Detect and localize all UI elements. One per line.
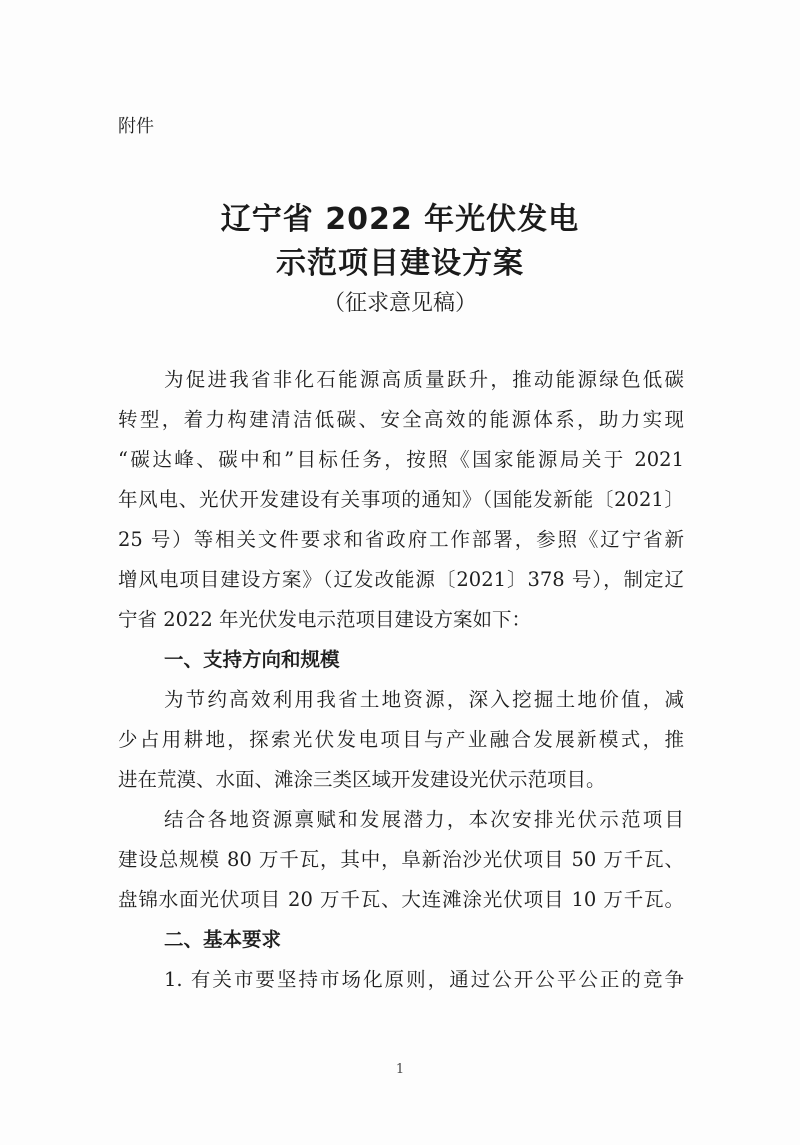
paragraph-line: 为节约高效利用我省土地资源，深入挖掘土地价值，减 — [164, 688, 684, 711]
paragraph-line: 宁省 2022 年光伏发电示范项目建设方案如下： — [118, 608, 532, 631]
paragraph-line: 为促进我省非化石能源高质量跃升，推动能源绿色低碳 — [164, 368, 684, 391]
paragraph-line: 增风电项目建设方案》（辽发改能源〔2021〕378 号），制定辽 — [118, 568, 684, 591]
document-title-line1: 辽宁省 2022 年光伏发电 — [220, 202, 580, 237]
document-title-line2: 示范项目建设方案 — [276, 246, 524, 281]
paragraph-line: 转型，着力构建清洁低碳、安全高效的能源体系，助力实现 — [118, 408, 684, 431]
paragraph-line: 进在荒漠、水面、滩涂三类区域开发建设光伏示范项目。 — [118, 768, 606, 791]
paragraph-line: 盘锦水面光伏项目 20 万千瓦、大连滩涂光伏项目 10 万千瓦。 — [118, 888, 684, 911]
paragraph-line: 少占用耕地，探索光伏发电项目与产业融合发展新模式，推 — [118, 728, 684, 751]
paragraph-line: 25 号）等相关文件要求和省政府工作部署，参照《辽宁省新 — [118, 528, 684, 551]
section-heading-1: 一、支持方向和规模 — [164, 648, 340, 671]
document-subtitle: （征求意见稿） — [322, 291, 477, 316]
paragraph-line: 建设总规模 80 万千瓦，其中，阜新治沙光伏项目 50 万千瓦、 — [118, 848, 684, 871]
section-heading-2: 二、基本要求 — [164, 928, 282, 951]
paragraph-line: “碳达峰、碳中和”目标任务，按照《国家能源局关于 2021 — [118, 448, 684, 471]
page-number: 1 — [395, 1062, 405, 1077]
paragraph-line: 结合各地资源禀赋和发展潜力，本次安排光伏示范项目 — [164, 808, 684, 831]
attachment-label: 附件 — [118, 116, 154, 137]
document-body — [118, 360, 684, 1000]
paragraph-line: 1. 有关市要坚持市场化原则，通过公开公平公正的竞争 — [164, 968, 684, 991]
paragraph-line: 年风电、光伏开发建设有关事项的通知》（国能发新能〔2021〕 — [118, 488, 684, 511]
